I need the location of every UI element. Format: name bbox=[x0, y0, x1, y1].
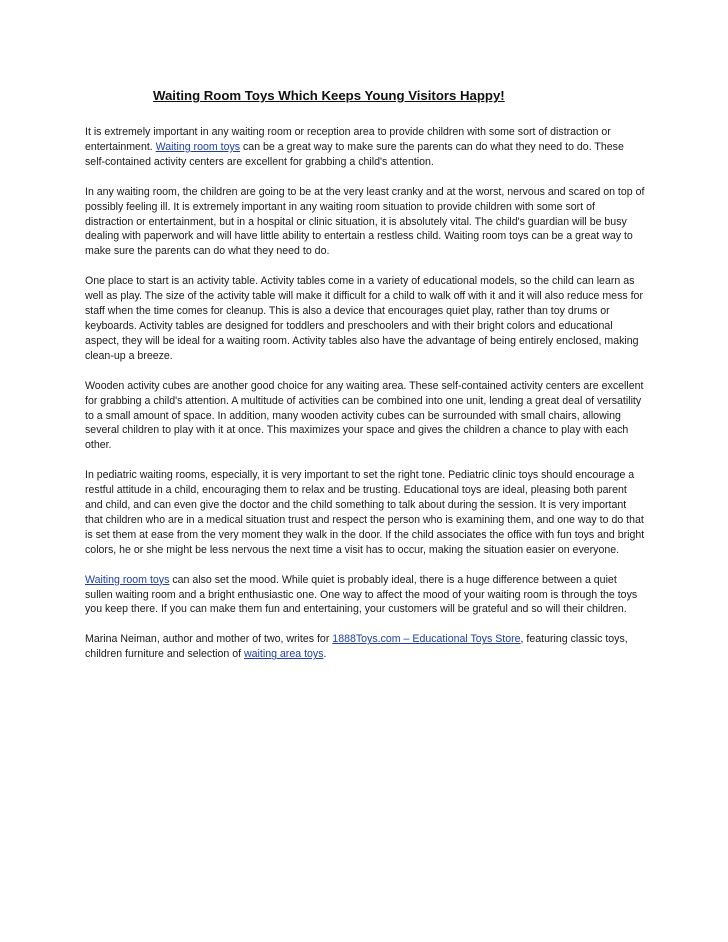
author-bio-text-c: . bbox=[323, 648, 327, 661]
paragraph-1-text-a: It is extremely important in any waiting room or reception area to provide children with some sort of distraction or entertainment. bbox=[85, 126, 611, 153]
store-link[interactable]: 1888Toys.com – Educational Toys Store bbox=[332, 633, 521, 646]
waiting-room-toys-link[interactable]: Waiting room toys bbox=[155, 140, 241, 153]
document-title: Waiting Room Toys Which Keeps Young Visitors Happy! bbox=[153, 88, 505, 103]
paragraph-1-text-b: can be a great way to make sure the parents can do what they need to do. These self-contained activity centers are excellent for grabbing a child's attention. bbox=[85, 140, 624, 168]
paragraph-2: In any waiting room, the children are going to be at the very least cranky and at the worst, nervous and scared on top of possibly feeling ill. It is extremely important in any waiting room situation to provide children with some sort of distraction or entertainment, but in a hospital or clinic situation, it is absolutely vital. The child's guardian will be busy dealing with paperwork and will have little ability to entertain a restless child. Waiting room toys can be a great way to make sure the parents can do what they need to do. bbox=[85, 185, 645, 258]
waiting-area-toys-link[interactable]: waiting area toys bbox=[244, 648, 324, 661]
document-page bbox=[85, 88, 645, 677]
paragraph-4: Wooden activity cubes are another good choice for any waiting area. These self-contained activity centers are excellent for grabbing a child's attention. A multitude of activities can be combined into one unit, lending a great deal of versatility to a small amount of space. In addition, many wooden activity cubes can be surrounded with small chairs, allowing several children to play with it at once. This maximizes your space and gives the children a chance to play with each other. bbox=[85, 379, 644, 452]
author-bio bbox=[85, 632, 645, 662]
paragraph-3: One place to start is an activity table. Activity tables come in a variety of educational models, so the child can learn as well as play. The size of the activity table will make it difficult for a child to walk off with it and it will also reduce mess for staff when the time comes for cleanup. This is also a device that encourages quiet play, rather than toy drums or keyboards. Activity tables are designed for toddlers and preschoolers and with their bright colors and educational aspect, they will be ideal for a waiting room. Activity tables also have the advantage of being entirely enclosed, making clean-up a breeze. bbox=[85, 275, 643, 362]
paragraph-1 bbox=[85, 125, 645, 170]
author-bio-text-a: Marina Neiman, author and mother of two, writes for bbox=[85, 633, 333, 646]
paragraph-6-text-b: can also set the mood. While quiet is probably ideal, there is a huge difference between a quiet sullen waiting room and a bright enthusiastic one. One way to affect the mood of your waiting room is through the toys you keep there. If you can make them fun and entertaining, your customers will be grateful and so will their children. bbox=[85, 573, 638, 616]
author-bio-text-b: , featuring classic toys, children furniture and selection of bbox=[85, 633, 628, 661]
paragraph-6 bbox=[85, 573, 645, 618]
waiting-room-toys-link-2[interactable]: Waiting room toys bbox=[85, 573, 170, 586]
paragraph-5: In pediatric waiting rooms, especially, it is very important to set the right tone. Pediatric clinic toys should encourage a restful attitude in a child, encouraging them to relax and be trusting. Educational toys are ideal, pleasing both parent and child, and can even give the doctor and the child something to talk about during the session. It is very important that children who are in a medical situation trust and respect the person who is examining them, and one way to do that is set them at ease from the very moment they walk in the door. If the child associates the office with fun toys and bright colors, he or she might be less nervous the next time a visit has to occur, making the situation easier on everyone. bbox=[85, 469, 645, 556]
